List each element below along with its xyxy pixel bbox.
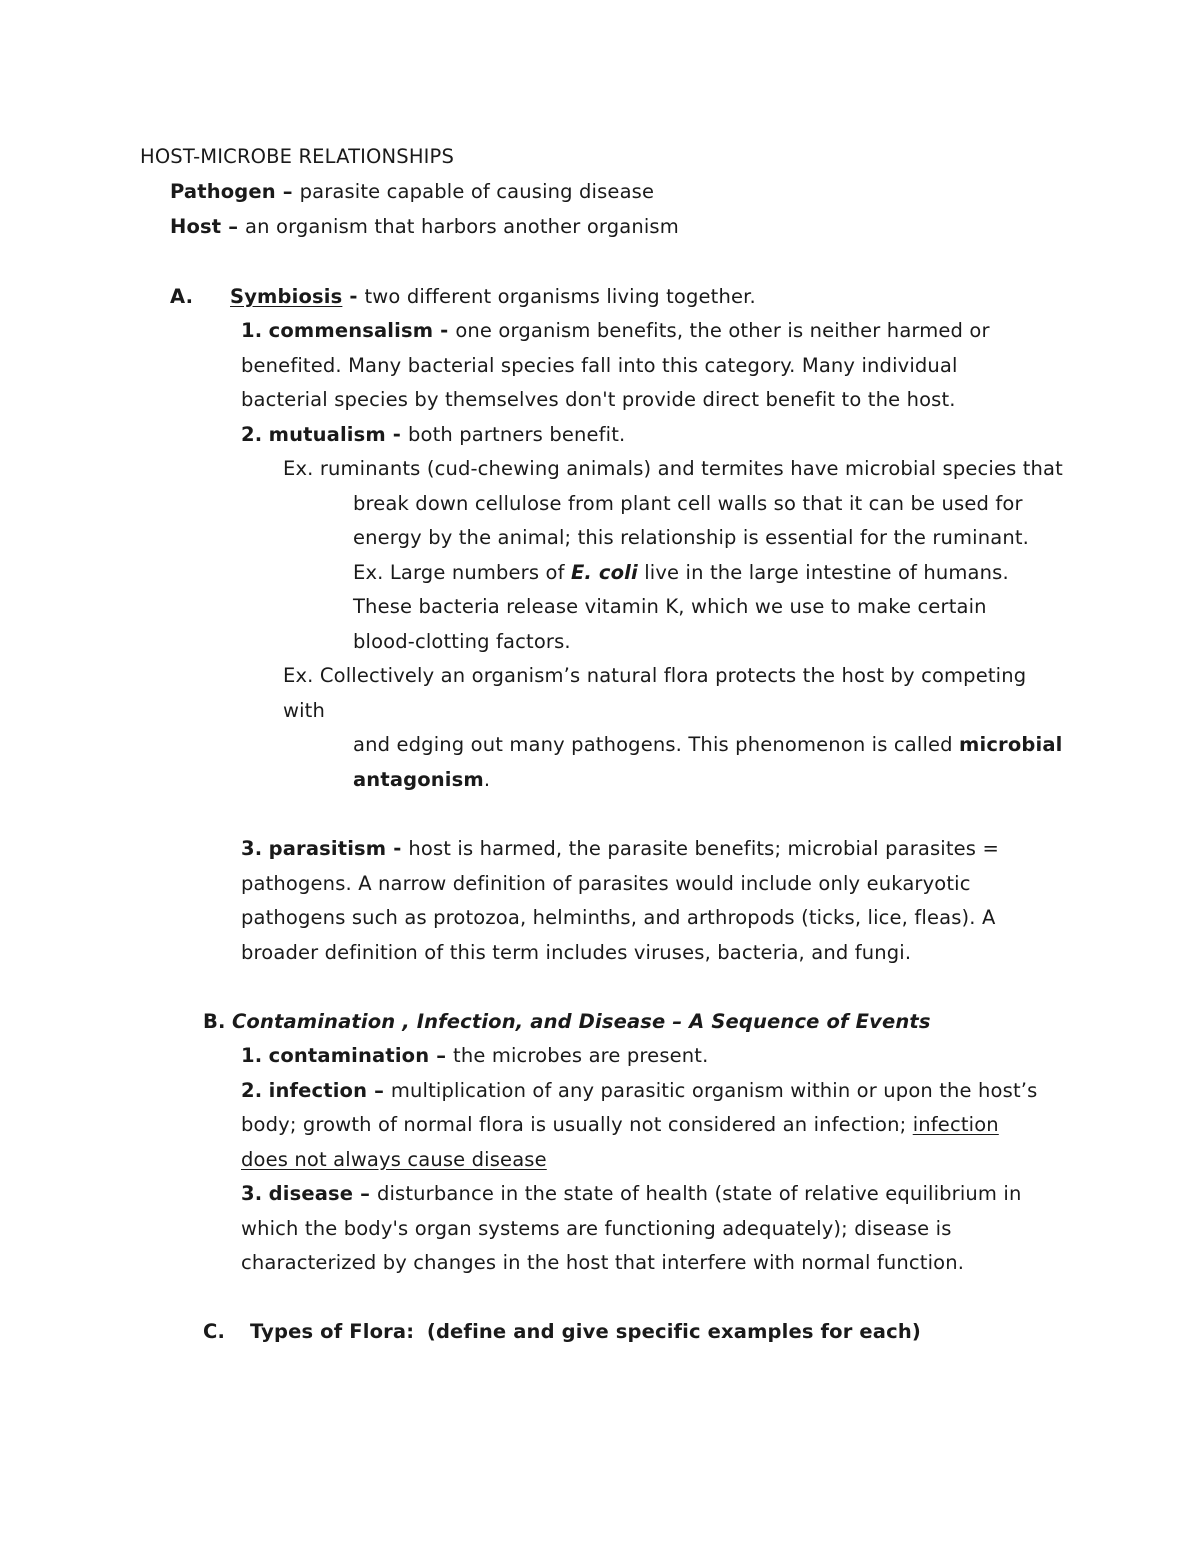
mutualism-line-1: 2. mutualism - both partners benefit. <box>241 423 626 446</box>
parasitism-line-1: 3. parasitism - host is harmed, the parasite benefits; microbial parasites = <box>241 837 999 860</box>
disease-line-2: which the body's organ systems are functioning adequately); disease is <box>241 1217 952 1240</box>
infection-line-3: does not always cause disease <box>241 1148 547 1171</box>
mutualism-example-1-line-2: break down cellulose from plant cell walls so that it can be used for <box>353 492 1023 515</box>
mutualism-example-3-line-3: and edging out many pathogens. This phenomenon is called microbial <box>353 733 1063 756</box>
section-a-letter: A. <box>170 285 194 308</box>
section-c-letter: C. <box>203 1320 226 1343</box>
definition-pathogen: Pathogen – parasite capable of causing disease <box>170 180 655 203</box>
section-c-heading: Types of Flora: (define and give specific examples for each) <box>250 1320 921 1343</box>
commensalism-line-3: bacterial species by themselves don't provide direct benefit to the host. <box>241 388 956 411</box>
parasitism-line-3: pathogens such as protozoa, helminths, and arthropods (ticks, lice, fleas). A <box>241 906 996 929</box>
infection-line-2: body; growth of normal flora is usually not considered an infection; infection <box>241 1113 999 1136</box>
infection-line-1: 2. infection – multiplication of any parasitic organism within or upon the host’s <box>241 1079 1038 1102</box>
disease-line-3: characterized by changes in the host that interfere with normal function. <box>241 1251 965 1274</box>
contamination-line: 1. contamination – the microbes are present. <box>241 1044 709 1067</box>
parasitism-line-2: pathogens. A narrow definition of parasites would include only eukaryotic <box>241 872 971 895</box>
mutualism-example-3-line-1: Ex. Collectively an organism’s natural flora protects the host by competing <box>283 664 1027 687</box>
mutualism-example-1-line-1: Ex. ruminants (cud-chewing animals) and termites have microbial species that <box>283 457 1063 480</box>
mutualism-example-2-line-3: blood-clotting factors. <box>353 630 571 653</box>
page-title: HOST-MICROBE RELATIONSHIPS <box>140 145 454 168</box>
mutualism-example-1-line-3: energy by the animal; this relationship is essential for the ruminant. <box>353 526 1030 549</box>
section-b-heading: B. Contamination , Infection, and Disease – A Sequence of Events <box>203 1010 931 1033</box>
definition-host: Host – an organism that harbors another organism <box>170 215 679 238</box>
parasitism-line-4: broader definition of this term includes viruses, bacteria, and fungi. <box>241 941 912 964</box>
mutualism-example-3-line-4: antagonism. <box>353 768 491 791</box>
disease-line-1: 3. disease – disturbance in the state of health (state of relative equilibrium in <box>241 1182 1022 1205</box>
mutualism-example-2-line-1: Ex. Large numbers of E. coli live in the large intestine of humans. <box>353 561 1009 584</box>
section-a-heading: Symbiosis - two different organisms living together. <box>230 285 756 308</box>
commensalism-line-1: 1. commensalism - one organism benefits, the other is neither harmed or <box>241 319 990 342</box>
mutualism-example-3-line-2: with <box>283 699 325 722</box>
mutualism-example-2-line-2: These bacteria release vitamin K, which we use to make certain <box>353 595 987 618</box>
commensalism-line-2: benefited. Many bacterial species fall into this category. Many individual <box>241 354 958 377</box>
